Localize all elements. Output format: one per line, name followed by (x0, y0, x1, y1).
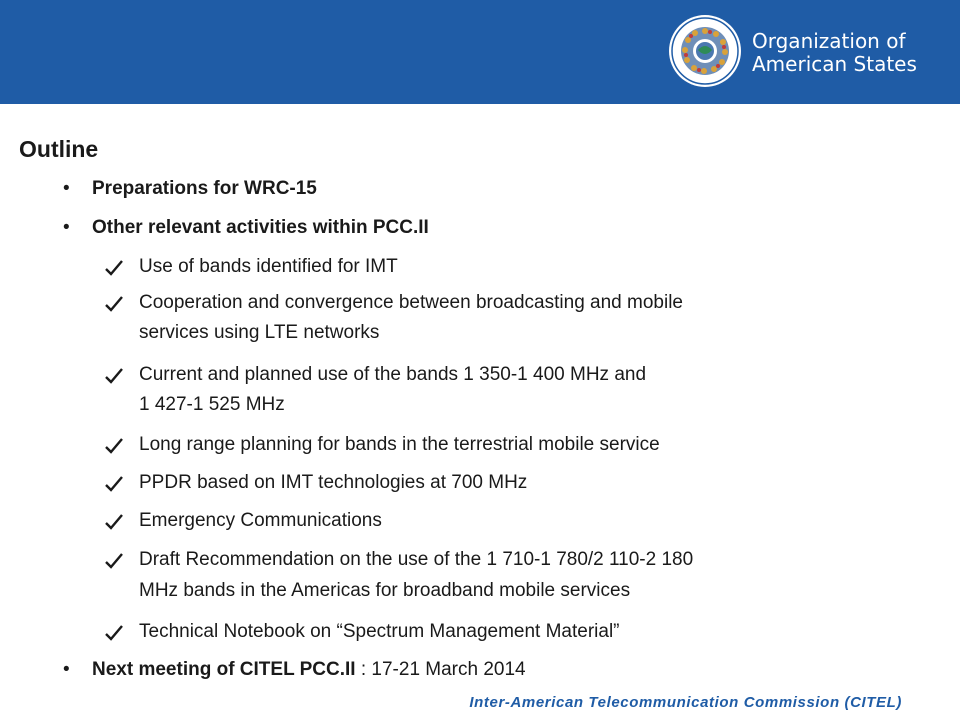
checklist-text: Use of bands identified for IMT (139, 256, 398, 277)
checklist-text: Draft Recommendation on the use of the 1 710-1 780/2 110-2 180 (139, 549, 694, 570)
checklist-text: Technical Notebook on “Spectrum Management Material” (139, 621, 620, 642)
checkmark-icon (104, 624, 124, 642)
checkmark-icon (104, 552, 124, 570)
bullet-text (92, 655, 526, 685)
checklist-text: Emergency Communications (139, 510, 382, 531)
bullet-dot-icon: • (63, 217, 70, 238)
checklist-text: MHz bands in the Americas for broadband mobile services (139, 580, 631, 601)
checkmark-icon (104, 437, 124, 455)
bullet-text: Other relevant activities within PCC.II (92, 217, 429, 238)
checkmark-icon (104, 513, 124, 531)
checklist-text: Current and planned use of the bands 1 350-1 400 MHz and (139, 364, 647, 385)
checklist-text: Long range planning for bands in the terrestrial mobile service (139, 434, 660, 455)
bullet-dot-icon: • (63, 178, 70, 199)
checklist-text: Cooperation and convergence between broadcasting and mobile (139, 292, 683, 313)
footer-organization: Inter-American Telecommunication Commission (CITEL) (469, 694, 902, 711)
checklist-text: 1 427-1 525 MHz (139, 394, 285, 415)
checkmark-icon (104, 295, 124, 313)
checkmark-icon (104, 367, 124, 385)
bullet-text-bold: Next meeting of CITEL PCC.II (92, 659, 356, 680)
bullet-dot-icon: • (63, 659, 70, 680)
checklist-text: PPDR based on IMT technologies at 700 MHz (139, 472, 528, 493)
bullet-text: Preparations for WRC-15 (92, 178, 317, 199)
checkmark-icon (104, 259, 124, 277)
checkmark-icon (104, 475, 124, 493)
bullet-text-date: : 17-21 March 2014 (355, 659, 526, 680)
slide-title: Outline (19, 136, 99, 162)
org-name-line1: Organization of (752, 29, 906, 53)
checklist-text: services using LTE networks (139, 322, 380, 343)
org-name-line2: American States (752, 52, 917, 76)
